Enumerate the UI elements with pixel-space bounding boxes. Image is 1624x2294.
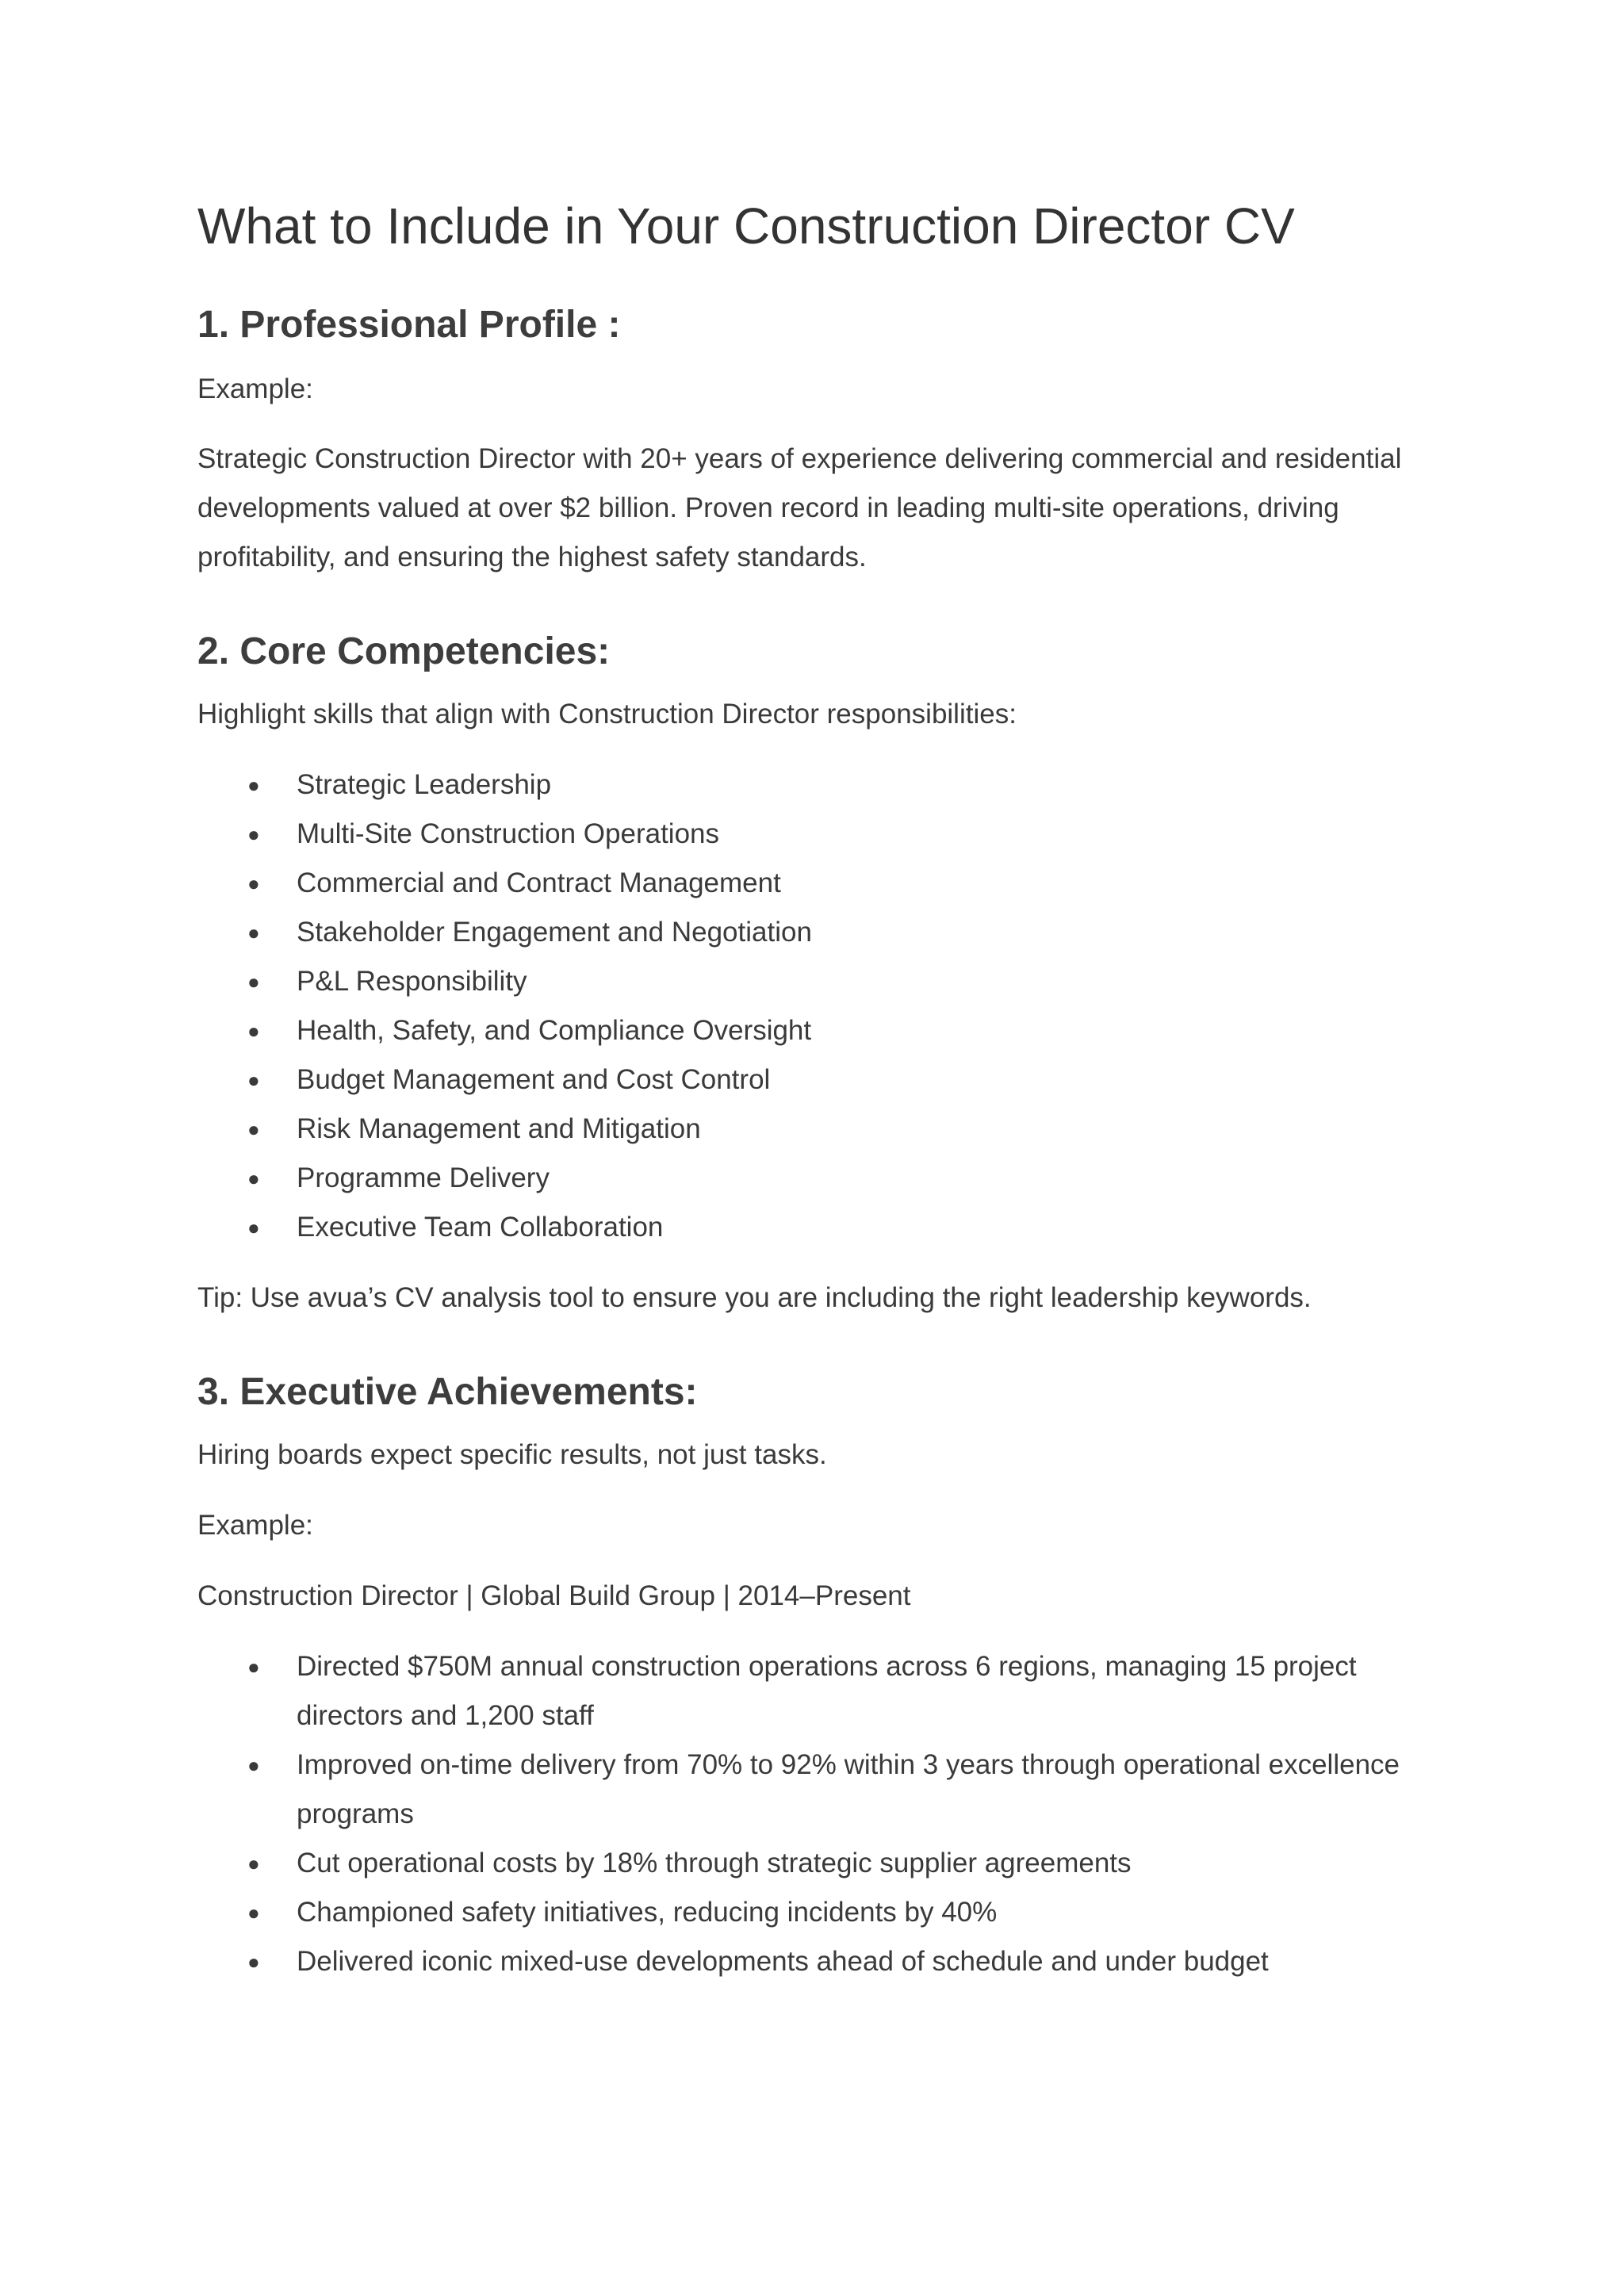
bullet-icon: ● <box>247 1166 260 1190</box>
profile-paragraph: Strategic Construction Director with 20+ years of experience delivering commercial and residential developments valued at over $2 billion. Proven record in leading multi-site operations, driving profitability, and ensuring the highest safety standards. <box>197 443 1402 573</box>
competencies-list <box>197 760 1450 1252</box>
bullet-icon: ● <box>247 1655 260 1679</box>
list-item-text: Executive Team Collaboration <box>297 1212 664 1243</box>
list-item <box>197 1741 1450 1839</box>
competencies-intro: Highlight skills that align with Construction Director responsibilities: <box>197 699 1017 730</box>
bullet-icon: ● <box>247 1216 260 1239</box>
list-item <box>197 1006 1450 1055</box>
list-item-text: Stakeholder Engagement and Negotiation <box>297 917 812 948</box>
list-item-text: Delivered iconic mixed-use developments ahead of schedule and under budget <box>297 1946 1269 1977</box>
page-title: What to Include in Your Construction Director CV <box>197 197 1295 255</box>
list-item <box>197 760 1450 810</box>
bullet-icon: ● <box>247 871 260 895</box>
list-item <box>197 1055 1450 1105</box>
list-item <box>197 859 1450 908</box>
bullet-icon: ● <box>247 1117 260 1141</box>
tip-text: Tip: Use avua’s CV analysis tool to ensure you are including the right leadership keywords. <box>197 1282 1312 1313</box>
list-item <box>197 1203 1450 1252</box>
list-item-text: Health, Safety, and Compliance Oversight <box>297 1015 812 1046</box>
bullet-icon: ● <box>247 1753 260 1777</box>
list-item-text: Budget Management and Cost Control <box>297 1064 771 1095</box>
bullet-icon: ● <box>247 970 260 994</box>
list-item <box>197 1839 1450 1888</box>
list-item <box>197 810 1450 859</box>
list-item-text: Programme Delivery <box>297 1162 550 1193</box>
list-item <box>197 1154 1450 1203</box>
list-item-text: Cut operational costs by 18% through strategic supplier agreements <box>297 1848 1132 1878</box>
list-item <box>197 957 1450 1006</box>
role-line: Construction Director | Global Build Group | 2014–Present <box>197 1580 911 1611</box>
list-item <box>197 1105 1450 1154</box>
section-heading-professional-profile: 1. Professional Profile : <box>197 304 621 346</box>
list-item-text: P&L Responsibility <box>297 966 527 997</box>
list-item-text: Strategic Leadership <box>297 769 552 800</box>
list-item-text: Risk Management and Mitigation <box>297 1113 701 1144</box>
list-item <box>197 908 1450 957</box>
document-page <box>197 190 1450 1986</box>
list-item-text: Commercial and Contract Management <box>297 867 781 898</box>
bullet-icon: ● <box>247 921 260 944</box>
example-label: Example: <box>197 373 313 404</box>
list-item-text: Directed $750M annual construction operations across 6 regions, managing 15 project directors and 1,200 staff <box>297 1651 1357 1731</box>
achievements-intro: Hiring boards expect specific results, not just tasks. <box>197 1439 827 1470</box>
bullet-icon: ● <box>247 1068 260 1092</box>
bullet-icon: ● <box>247 1950 260 1974</box>
bullet-icon: ● <box>247 1019 260 1043</box>
list-item-text: Multi-Site Construction Operations <box>297 818 719 849</box>
section-heading-executive-achievements: 3. Executive Achievements: <box>197 1371 698 1413</box>
bullet-icon: ● <box>247 1901 260 1924</box>
bullet-icon: ● <box>247 1852 260 1875</box>
achievements-list <box>197 1642 1450 1986</box>
list-item-text: Championed safety initiatives, reducing incidents by 40% <box>297 1897 998 1928</box>
bullet-icon: ● <box>247 822 260 846</box>
list-item <box>197 1937 1450 1986</box>
list-item-text: Improved on-time delivery from 70% to 92% within 3 years through operational excellence programs <box>297 1749 1400 1829</box>
example-label: Example: <box>197 1510 313 1541</box>
list-item <box>197 1642 1450 1741</box>
bullet-icon: ● <box>247 773 260 797</box>
list-item <box>197 1888 1450 1937</box>
section-heading-core-competencies: 2. Core Competencies: <box>197 630 611 672</box>
